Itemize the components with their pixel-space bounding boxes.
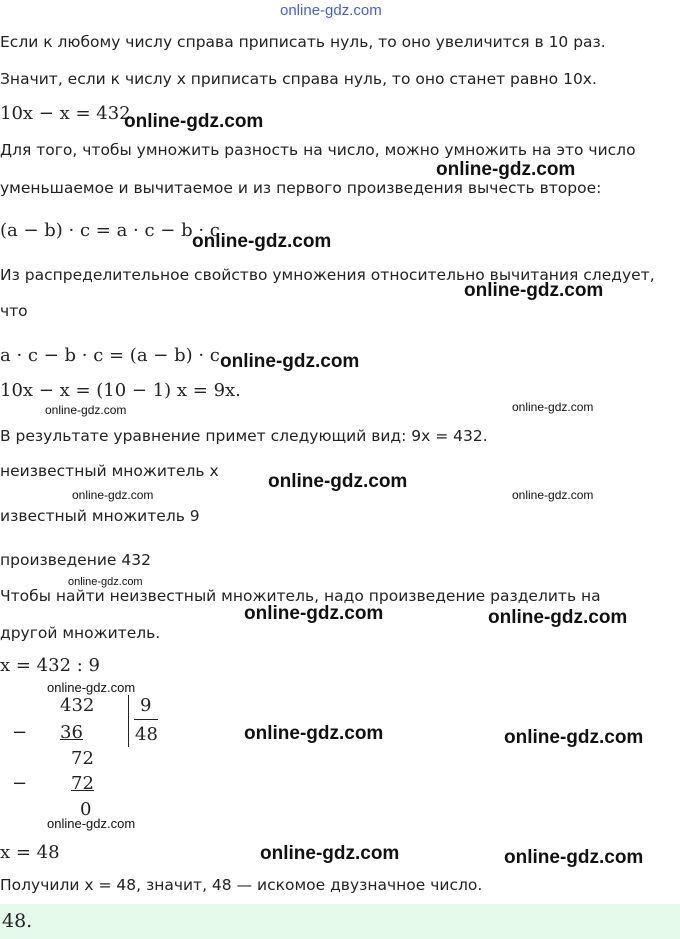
text-line-12: другой множитель. [0,624,161,642]
watermark: online-gdz.com [47,680,136,695]
division-minus-2: − [12,773,28,794]
equation-4: 10x − x = (10 − 1) x = 9x. [0,380,241,401]
watermark: online-gdz.com [72,488,154,502]
division-subtrahend-1: 36 [60,722,83,743]
watermark: online-gdz.com [192,231,332,252]
division-remainder-1: 72 [71,748,94,769]
text-line-6: что [0,302,28,320]
watermark: online-gdz.com [68,576,143,588]
equation-6: x = 48 [0,842,60,863]
text-line-9: известный множитель 9 [0,507,200,525]
division-divisor: 9 [140,695,152,716]
watermark: online-gdz.com [47,816,136,831]
watermark: online-gdz.com [260,843,400,864]
text-line-1: Если к любому числу справа приписать нуль, то оно увеличится в 10 раз. [0,33,606,51]
text-line-13: Получили x = 48, значит, 48 — искомое двузначное число. [0,876,483,894]
watermark: online-gdz.com [45,403,127,417]
watermark: online-gdz.com [244,603,384,624]
equation-1: 10x − x = 432 [0,103,131,124]
watermark: online-gdz.com [220,351,360,372]
division-minus-1: − [12,722,28,743]
text-line-3: Для того, чтобы умножить разность на число, можно умножить на это число [0,141,636,159]
watermark: online-gdz.com [464,280,604,301]
answer-box [0,904,680,939]
answer-value: 48. [2,910,33,932]
division-dividend: 432 [60,695,95,716]
division-bar-horizontal [134,719,158,720]
text-line-7: В результате уравнение примет следующий вид: 9x = 432. [0,427,488,445]
watermark: online-gdz.com [124,111,264,132]
equation-2: (a − b) · c = a · c − b · c [0,220,220,241]
division-quotient: 48 [135,724,158,745]
text-line-10: произведение 432 [0,551,151,569]
watermark: online-gdz.com [504,727,644,748]
watermark-top: online-gdz.com [280,2,382,19]
watermark: online-gdz.com [504,847,644,868]
equation-5: x = 432 : 9 [0,655,100,676]
watermark: online-gdz.com [488,607,628,628]
text-line-2: Значит, если к числу x приписать справа нуль, то оно станет равно 10x. [0,70,597,88]
watermark: online-gdz.com [244,723,384,744]
division-remainder-2: 0 [80,799,92,820]
text-line-5: Из распределительное свойство умножения относительно вычитания следует, [0,266,655,284]
equation-3: a · c − b · c = (a − b) · c. [0,345,226,366]
division-bar-vertical [128,695,129,747]
text-line-4: уменьшаемое и вычитаемое и из первого произведения вычесть второе: [0,179,602,197]
watermark: online-gdz.com [268,471,408,492]
watermark: online-gdz.com [512,400,594,414]
text-line-8: неизвестный множитель x [0,462,219,480]
watermark: online-gdz.com [436,159,576,180]
watermark: online-gdz.com [512,488,594,502]
text-line-11: Чтобы найти неизвестный множитель, надо произведение разделить на [0,587,601,605]
division-subtrahend-2: 72 [71,773,94,794]
